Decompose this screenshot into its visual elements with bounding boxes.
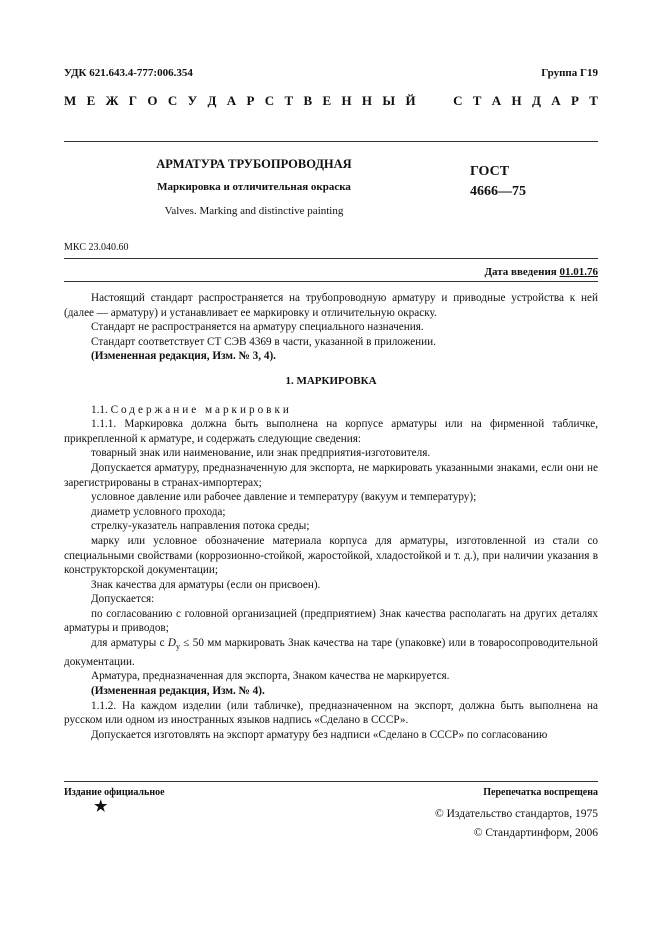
heading-letter: Н xyxy=(341,93,352,108)
list-item: стрелку-указатель направления потока среды; xyxy=(91,520,310,533)
list-item: диаметр условного прохода; xyxy=(91,505,226,518)
heading-letter: Д xyxy=(531,93,541,108)
intro-date-label: Дата введения xyxy=(484,266,557,278)
heading-letter: Д xyxy=(207,93,217,108)
amendment-note: (Измененная редакция, Изм. № 4). xyxy=(91,685,265,698)
copyright-publisher: © Издательство стандартов, 1975 xyxy=(434,808,598,820)
list-item-diameter xyxy=(64,636,598,669)
heading-letter xyxy=(426,93,429,109)
gost-label: ГОСТ xyxy=(470,164,510,179)
clause-1-1-2: 1.1.2. На каждом изделии (или табличке), предназначенном на экспорт, должна быть выполнена на русском или одном из иностранных языков надпись «Сделано в СССР». xyxy=(64,699,598,727)
subsection-number: 1.1. xyxy=(91,403,108,416)
diameter-symbol: D xyxy=(167,637,176,650)
heading-letter: С xyxy=(453,93,463,108)
list-item: товарный знак или наименование, или знак предприятия-изготовителя. xyxy=(91,447,431,460)
subsection-title: Содержание маркировки xyxy=(110,403,292,416)
gost-number: 4666—75 xyxy=(470,184,526,199)
intro-date-value: 01.01.76 xyxy=(559,266,598,278)
heading-letter: Р xyxy=(570,93,579,108)
document-body xyxy=(64,291,598,742)
heading-letter: В xyxy=(303,93,313,108)
official-edition: Издание официальное xyxy=(64,787,165,798)
heading-letter: А xyxy=(226,93,237,108)
heading-letter: С xyxy=(264,93,275,108)
heading-letter: Н xyxy=(511,93,522,108)
paragraph-exclusion: Стандарт не распространяется на арматуру специального назначения. xyxy=(91,321,424,334)
intro-date xyxy=(484,266,598,278)
heading-letter: Ж xyxy=(105,93,119,108)
header-divider xyxy=(64,141,598,142)
heading-letter: Ы xyxy=(382,93,396,108)
list-item: условное давление или рабочее давление и температуру (вакуум и температуру); xyxy=(91,491,477,504)
star-icon: ★ xyxy=(94,799,108,815)
heading-letter: М xyxy=(64,93,77,108)
heading-letter: Т xyxy=(472,93,482,108)
list-item: по согласованию с головной организацией (предприятием) Знак качества располагать на других деталях арматуры и приводов; xyxy=(64,607,598,635)
english-title: Valves. Marking and distinctive painting xyxy=(164,205,344,217)
reprint-prohibited: Перепечатка воспрещена xyxy=(483,787,598,798)
diameter-text-start: для арматуры с xyxy=(91,637,165,650)
clause-1-1-1: 1.1.1. Маркировка должна быть выполнена на корпусе арматуры или на фирменной табличке, прикрепленной к арматуре, и содержать следующие сведения: xyxy=(64,418,598,445)
group-code: Группа Г19 xyxy=(541,67,598,79)
footer-divider xyxy=(64,781,598,782)
diameter-subscript: у xyxy=(175,642,180,652)
section-heading-marking: 1. МАРКИРОВКА xyxy=(285,374,377,387)
heading-letter: Е xyxy=(322,93,332,108)
paragraph-conformity: Стандарт соответствует СТ СЭВ 4369 в части, указанной в приложении. xyxy=(91,335,436,348)
interstate-standard-heading xyxy=(64,93,598,109)
list-item: Допускается арматуру, предназначенную для экспорта, не маркировать указанными знаками, если они не зарегистрированы в странах-импортерах; xyxy=(64,461,598,489)
list-item: Допускается изготовлять на экспорт арматуру без надписи «Сделано в СССР» по согласованию xyxy=(91,728,548,741)
list-item: Знак качества для арматуры (если он присвоен). xyxy=(91,578,321,591)
heading-letter: Т xyxy=(284,93,294,108)
heading-letter: О xyxy=(147,93,158,108)
heading-letter: Р xyxy=(246,93,255,108)
date-divider xyxy=(64,281,598,282)
document-title: АРМАТУРА ТРУБОПРОВОДНАЯ xyxy=(156,157,352,171)
heading-letter: Н xyxy=(361,93,373,108)
heading-letter: Й xyxy=(405,93,416,108)
heading-letter: У xyxy=(187,93,198,108)
list-item: Арматура, предназначенная для экспорта, Знаком качества не маркируется. xyxy=(91,670,450,683)
copyright-standartinform: © Стандартинформ, 2006 xyxy=(473,827,598,839)
diameter-text-end: ≤ 50 мм маркировать Знак качества на таре (упаковке) или в товаросопроводительной документации. xyxy=(64,637,599,668)
heading-letter: А xyxy=(551,93,561,108)
amendment-note: (Измененная редакция, Изм. № 3, 4). xyxy=(91,350,276,363)
udk-code: УДК 621.643.4-777:006.354 xyxy=(64,67,193,79)
heading-letter xyxy=(439,93,442,109)
paragraph-scope: Настоящий стандарт распространяется на трубопроводную арматуру и приводные устройства к ней (далее — арматуру) и устанавливает ее маркировку и отличительную окраску. xyxy=(64,292,598,319)
list-item: марку или условное обозначение материала корпуса для арматуры, изготовленной из стали со специальными свойствами (коррозионно-стойкой, жаростойкой, хладостойкой и т. д.), при наличии указания в конструкторской документации; xyxy=(64,534,598,577)
heading-letter: А xyxy=(491,93,502,108)
list-item: Допускается: xyxy=(91,593,155,606)
heading-letter: Е xyxy=(86,93,96,108)
heading-letter: Т xyxy=(589,93,598,108)
mks-code: МКС 23.040.60 xyxy=(64,242,129,253)
mks-divider xyxy=(64,258,598,259)
heading-letter: С xyxy=(167,93,178,108)
document-subtitle: Маркировка и отличительная окраска xyxy=(157,181,351,193)
subsection-heading xyxy=(64,403,598,418)
heading-letter: Г xyxy=(128,93,138,108)
